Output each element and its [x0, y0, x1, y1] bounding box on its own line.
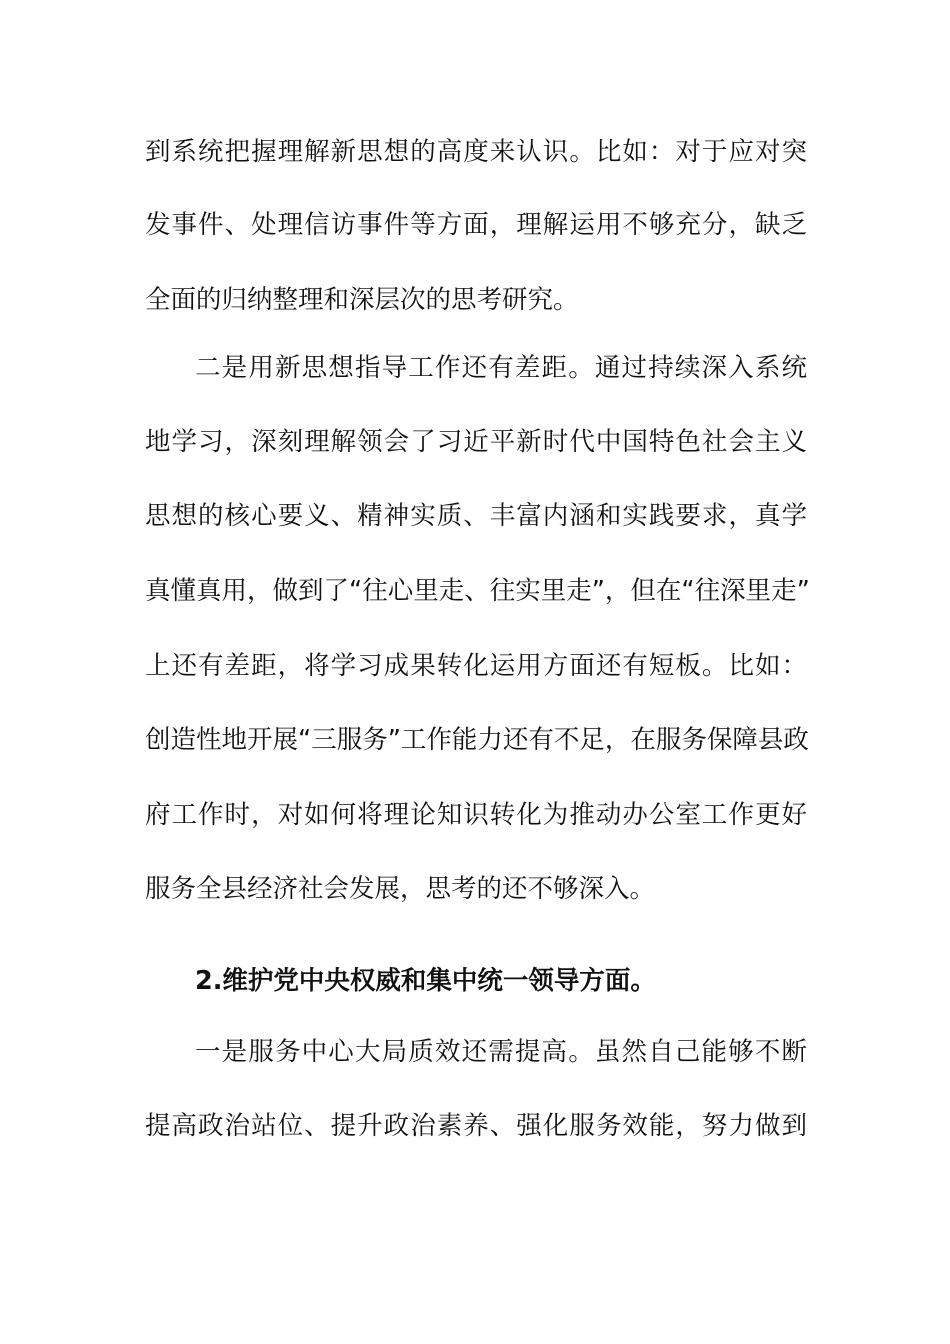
paragraph-line-5: 地学习，深刻理解领会了习近平新时代中国特色社会主义 [145, 427, 807, 457]
paragraph-line-10: 府工作时，对如何将理论知识转化为推动办公室工作更好 [145, 800, 807, 830]
paragraph-line-7: 真懂真用，做到了“往心里走、往实里走”，但在“往深里走” [145, 576, 810, 606]
paragraph-line-1: 到系统把握理解新思想的高度来认识。比如：对于应对突 [145, 137, 807, 167]
paragraph-line-9: 创造性地开展“三服务”工作能力还有不足，在服务保障县政 [145, 725, 809, 755]
paragraph-line-4: 二是用新思想指导工作还有差距。通过持续深入系统 [195, 353, 807, 383]
paragraph-line-3: 全面的归纳整理和深层次的思考研究。 [145, 285, 579, 315]
paragraph-line-13: 一是服务中心大局质效还需提高。虽然自己能够不断 [195, 1037, 807, 1067]
paragraph-line-14: 提高政治站位、提升政治素养、强化服务效能，努力做到 [145, 1111, 807, 1141]
paragraph-line-6: 思想的核心要义、精神实质、丰富内涵和实践要求，真学 [145, 501, 807, 531]
paragraph-line-2: 发事件、处理信访事件等方面，理解运用不够充分，缺乏 [145, 210, 807, 240]
paragraph-line-8: 上还有差距，将学习成果转化运用方面还有短板。比如： [145, 651, 807, 681]
section-heading: 2.维护党中央权威和集中统一领导方面。 [195, 966, 656, 996]
paragraph-line-11: 服务全县经济社会发展，思考的还不够深入。 [145, 874, 656, 904]
